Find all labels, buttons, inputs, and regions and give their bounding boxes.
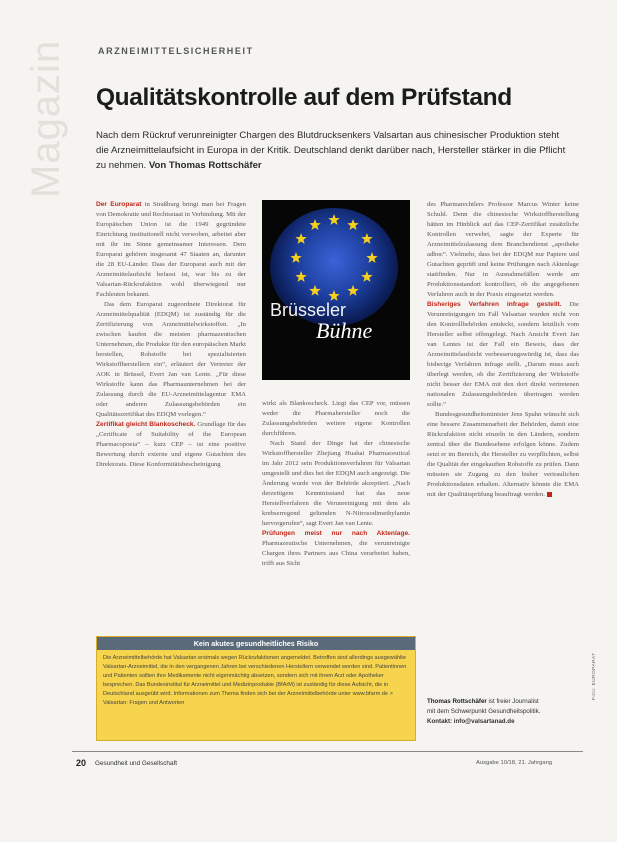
eu-star-icon bbox=[290, 252, 301, 263]
col2-subheading: Prüfungen meist nur nach Aktenlage. bbox=[262, 530, 410, 537]
eu-star-icon bbox=[347, 219, 358, 230]
page-number: 20 bbox=[76, 758, 87, 768]
col2-paragraph-1: wirkt als Blankoscheck. Liegt das CEP vor, müssen weder die Pharmahersteller noch die Zulassungsbehörden weitere eigene Kontrollen durchführen. bbox=[262, 400, 410, 437]
eu-star-icon bbox=[295, 271, 306, 282]
footer-issue: Ausgabe 10/18, 21. Jahrgang bbox=[476, 760, 553, 766]
article-column-2 bbox=[262, 399, 410, 569]
col3-subheading: Bisheriges Verfahren infrage gestellt. bbox=[427, 301, 562, 308]
author-description: ist freier Journalist bbox=[486, 698, 539, 705]
headline: Qualitätskontrolle auf dem Prüfstand bbox=[96, 84, 512, 111]
col3-text-3: Bundesgesundheitsminister Jens Spahn wünscht sich eine bessere Zusammenarbeit der Behörden, damit eine Rückrufaktion nicht einzeln in den Ländern, sondern zentral über die Bundesebene erfolgen könne. Zudem setzt er im Bereich, die Hersteller zu verpflichten, selbst die Qualität der eingekauften Rohstoffe zu prüfen. Dann müssten sie Zugang zu den bisher vertraulichen Produktionsdaten erhalten. Alternativ könnte die EMA mit der Qualitätsprüfung beauftragt werden. bbox=[427, 411, 579, 498]
col2-text-3: Pharmazeutische Unternehmen, die verunreinigte Chargen ihres Partners aus China verarbeitet haben, trifft aus Sicht bbox=[262, 540, 410, 567]
eu-star-icon bbox=[309, 219, 320, 230]
lead-text: Nach dem Rückruf verunreinigter Chargen des Blutdrucksenkers Valsartan aus chinesischer Produktion steht die Arzneimittelaufsicht in Europa in der Kritik. Deutschland denkt darüber nach, Hersteller stärker in die Pflicht zu nehmen. bbox=[96, 130, 566, 171]
author-contact bbox=[427, 697, 579, 726]
author-line bbox=[427, 697, 579, 707]
col1-paragraph-3 bbox=[96, 420, 246, 470]
eu-star-icon bbox=[366, 252, 377, 263]
col3-paragraph-3 bbox=[427, 410, 579, 500]
col3-text-2: Die Verunreinigungen im Fall Valsartan wurden nicht von den Kontrollbehörden entdeckt, sondern letztlich vom Hersteller selbst offengelegt. Nach Ansicht Evert Jan van Lentes ist der Fall ein Beweis, dass der Arzneimittelaufsicht verbesserungswürdig ist, dass das bisherige Verfahren infrage stellt. „Darum muss auch überlegt werden, ob die Zertifizierung der Wirkstoffe nicht besser der EMA mit den dort direkt vertretenen nationalen Zulassungsbehörden übertragen werden sollte.“ bbox=[427, 301, 579, 408]
article-column-3 bbox=[427, 200, 579, 694]
eu-star-icon bbox=[347, 285, 358, 296]
footer-section-name: Gesundheit und Gesellschaft bbox=[95, 760, 178, 767]
author-email: Kontakt: info@valsartanad.de bbox=[427, 717, 515, 725]
col1-paragraph-1 bbox=[96, 200, 246, 300]
col1-subheading: Zertifikat gleicht Blankoscheck. bbox=[96, 421, 196, 428]
eu-flag-image bbox=[262, 200, 410, 380]
col2-paragraph-2: Nach Stand der Dinge hat der chinesische Wirkstoffhersteller Zhejiang Huahai Pharmaceutical im Jahr 2012 sein Produktionsverfahren für Valsartan umgestellt und dies bei der EDQM auch angezeigt. Die Änderung wurde von der Behörde akzeptiert. „Nach derzeitigem Kenntnisstand hat das neue Herstellverfahren die Verunreinigung mit dem als krebserregend geltenden N-Nitrosodimethylamin hervorgerufen“, sagt Evert Jan van Lente. bbox=[262, 440, 410, 527]
eu-star-icon bbox=[361, 233, 372, 244]
col1-paragraph-2: Das dem Europarat zugeordnete Direktorat für Arzneimittelqualität (EDQM) ist zuständig für die Zertifizierung von Arzneimittelwirkstoffen. „In zwischen kaufen die meisten pharmazeutischen Unternehmen, die Produkte für den europäischen Markt herstellen, Rohstoffe bei spezialisierten Wirkstoffherstellern ein“, erläutert der Vertreter der AOK in Brüssel, Evert Jan van Lente. „Für diese Wirkstoffe kann das Pharmaunternehmen bei der Zulassung durch die EU-Arzneimittelagentur EMA oder anderen Zulassungsbehörden ein Qualitätszertifikat des EDQM vorlegen.“ bbox=[96, 301, 246, 418]
eu-star-icon bbox=[309, 285, 320, 296]
article-column-1 bbox=[96, 200, 246, 568]
photo-credit: Foto: EUROPARAT bbox=[592, 652, 597, 700]
col3-paragraph-2 bbox=[427, 300, 579, 410]
article-end-mark bbox=[547, 492, 552, 497]
author-focus: mit dem Schwerpunkt Gesundheitspolitik. bbox=[427, 707, 541, 715]
lead-author: Von Thomas Rottschäfer bbox=[148, 160, 262, 171]
col1-text-3: Grundlage für das „Certificate of Suitability of the European Pharmacopoeia“ – kurz CEP – ist eine positive Bewertung durch externe und eigene Gutachten des Direktorats. Diese Konformitätsbescheinigung bbox=[96, 421, 246, 468]
eu-star-icon bbox=[361, 271, 372, 282]
lead-paragraph bbox=[96, 128, 566, 173]
info-box bbox=[96, 636, 416, 741]
image-caption-line-2: Bühne bbox=[316, 318, 373, 343]
author-name: Thomas Rottschäfer bbox=[427, 698, 487, 705]
info-box-text: Die Arzneimittelbehörde hat Valsartan erstmals wegen Rückrufaktionen angemeldet. Betroffen sind allerdings ausgewählte Valsartan-Arzneimittel, die in den vergangenen Jahren bei verschiedenen Herstellern verwendet worden sind. Patientinnen und Patienten sollten ihre Medikamente nicht eigenmächtig absetzen, sondern sich mit ihrem Arzt oder Apotheker besprechen. Das Bundesinstitut für Arzneimittel und Medizinprodukte (BfArM) ist zuständig für diese Aufsicht, die in Deutschland ausgeübt wird. Informationen zum Thema finden sich bei der Arzneimittelbehörde unter www.bfarm.de > Valsartan: Fragen und Antworten bbox=[103, 655, 407, 706]
col1-text-1: in Straßburg bringt man bei Fragen von Demokratie und Rechtsstaat in Verbindung. Mit der Europäischen Union ist die 1949 gegründete Einrichtung institutionell nicht verwoben, arbeitet aber mit ihr im Sinne gemeinsamer Interessen. Dem Europarat gehören insgesamt 47 Staaten an, darunter die 28 EU-Länder. Dass der Europarat auch mit der Arzneimittelaufsicht befasst ist, war bis zu der Valsartan-Rückrufaktion wohl überwiegend nur Fachleuten bekannt. bbox=[96, 201, 246, 298]
magazine-section-label: Magazin bbox=[24, 39, 68, 198]
col3-paragraph-1: des Pharmarechtlers Professor Marcus Winter keine Schuld. Denn die chinesische Wirkstoffherstellung hätten im Hinblick auf das CEP-Zertifikat zusätzliche Kontrollen verwehrt, sagte der Experte für Arzneimittelzulassung dem Branchendienst „apotheke adhoc“. Vielmehr, dass bei der EDQM nur Papiere und Gutachten geprüft und keine Prüfungen nach Aktenlage stattfinden. Nur in Ausnahmefällen werde am Produktionsstandort kontrolliert, ob die angegebenen Verfahren auch in der Praxis eingesetzt werden. bbox=[427, 201, 579, 298]
image-caption-line-1: Brüsseler bbox=[270, 300, 347, 320]
rubric: ARZNEIMITTELSICHERHEIT bbox=[98, 46, 254, 56]
footer-rule bbox=[72, 751, 583, 752]
col1-run-in: Der Europarat bbox=[96, 201, 142, 208]
eu-star-icon bbox=[295, 233, 306, 244]
col2-paragraph-3 bbox=[262, 529, 410, 569]
info-box-title: Kein akutes gesundheitliches Risiko bbox=[97, 637, 415, 650]
eu-star-icon bbox=[328, 214, 339, 225]
